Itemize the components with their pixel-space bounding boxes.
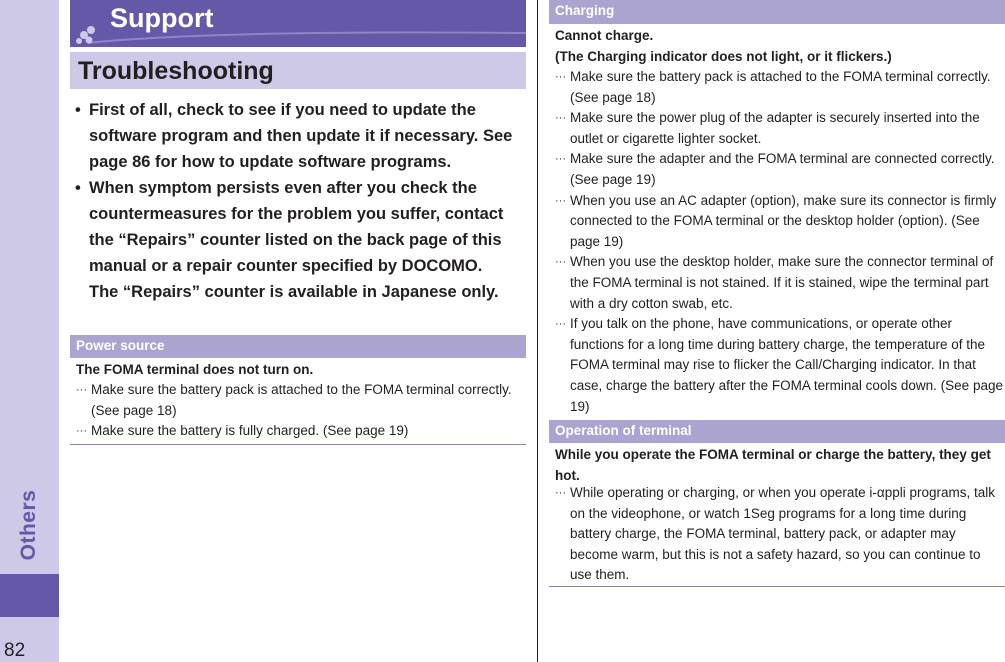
answer-list (555, 67, 1005, 417)
support-banner (70, 0, 526, 47)
column-divider (537, 0, 538, 662)
divider (549, 586, 1005, 587)
question: Cannot charge. (The Charging indicator does not light, or it flickers.) (555, 28, 892, 64)
section-header-charging (549, 0, 1005, 24)
section-title: Power source (76, 338, 165, 353)
answer-item: ··· Make sure the battery pack is attached to the FOMA terminal correctly. (See page 18) (76, 382, 512, 418)
side-tab-marker (0, 574, 59, 617)
intro-bullet: • First of all, check to see if you need to update the software program and then update it if necessary. See page 86 for how to update software programs. (75, 101, 513, 171)
side-section-label: Others (17, 489, 40, 561)
section-header-power (70, 335, 526, 358)
answer-item: ··· When you use the desktop holder, make sure the connector terminal of the FOMA terminal is not stained. If it is stained, wipe the terminal part with a dry cotton swab, etc. (555, 254, 994, 311)
section-header-operation (549, 420, 1005, 443)
page-title: Troubleshooting (78, 57, 274, 85)
answer-item: ··· When you use an AC adapter (option), make sure its connector is firmly connected to the FOMA terminal or the desktop holder (option). (See page 19) (555, 192, 997, 249)
intro-block (75, 97, 530, 305)
answer-list (555, 483, 1005, 586)
intro-note: The “Repairs” counter is available in Japanese only. (89, 283, 499, 301)
answer-item: ··· Make sure the battery pack is attached to the FOMA terminal correctly. (See page 18) (555, 69, 991, 105)
question: While you operate the FOMA terminal or charge the battery, they get hot. (555, 447, 991, 483)
flower-icon (76, 26, 95, 44)
section-title: Operation of terminal (555, 423, 692, 438)
answer-item: ··· Make sure the battery is fully charged. (See page 19) (76, 423, 409, 439)
section-title: Charging (555, 3, 615, 18)
troubleshooting-header (70, 52, 526, 89)
side-tab-strip (0, 0, 59, 662)
answer-item: ··· While operating or charging, or when you operate i-αppli programs, talk on the videophone, or watch 1Seg programs for a long time during battery charge, the FOMA terminal, battery pack, or adapter may become warm, but this is not a safety hazard, so you can continue to use them. (555, 485, 996, 583)
answer-list (76, 380, 526, 442)
support-title: Support (110, 3, 214, 33)
intro-bullet: • When symptom persists even after you check the countermeasures for the problem you suffer, contact the “Repairs” counter listed on the back page of this manual or a repair counter specified by DOCOMO. (75, 179, 504, 275)
answer-item: ··· If you talk on the phone, have communications, or operate other functions for a long time during battery charge, the temperature of the FOMA terminal may rise to flicker the Call/Charging indicator. In that case, charge the battery after the FOMA terminal cools down. (See page 19) (555, 316, 1003, 414)
divider (70, 444, 526, 445)
page-number: 82 (4, 640, 26, 661)
question: The FOMA terminal does not turn on. (76, 362, 314, 377)
answer-item: ··· Make sure the power plug of the adapter is securely inserted into the outlet or cigarette lighter socket. (555, 110, 980, 146)
answer-item: ··· Make sure the adapter and the FOMA terminal are connected correctly. (See page 19) (555, 151, 995, 187)
